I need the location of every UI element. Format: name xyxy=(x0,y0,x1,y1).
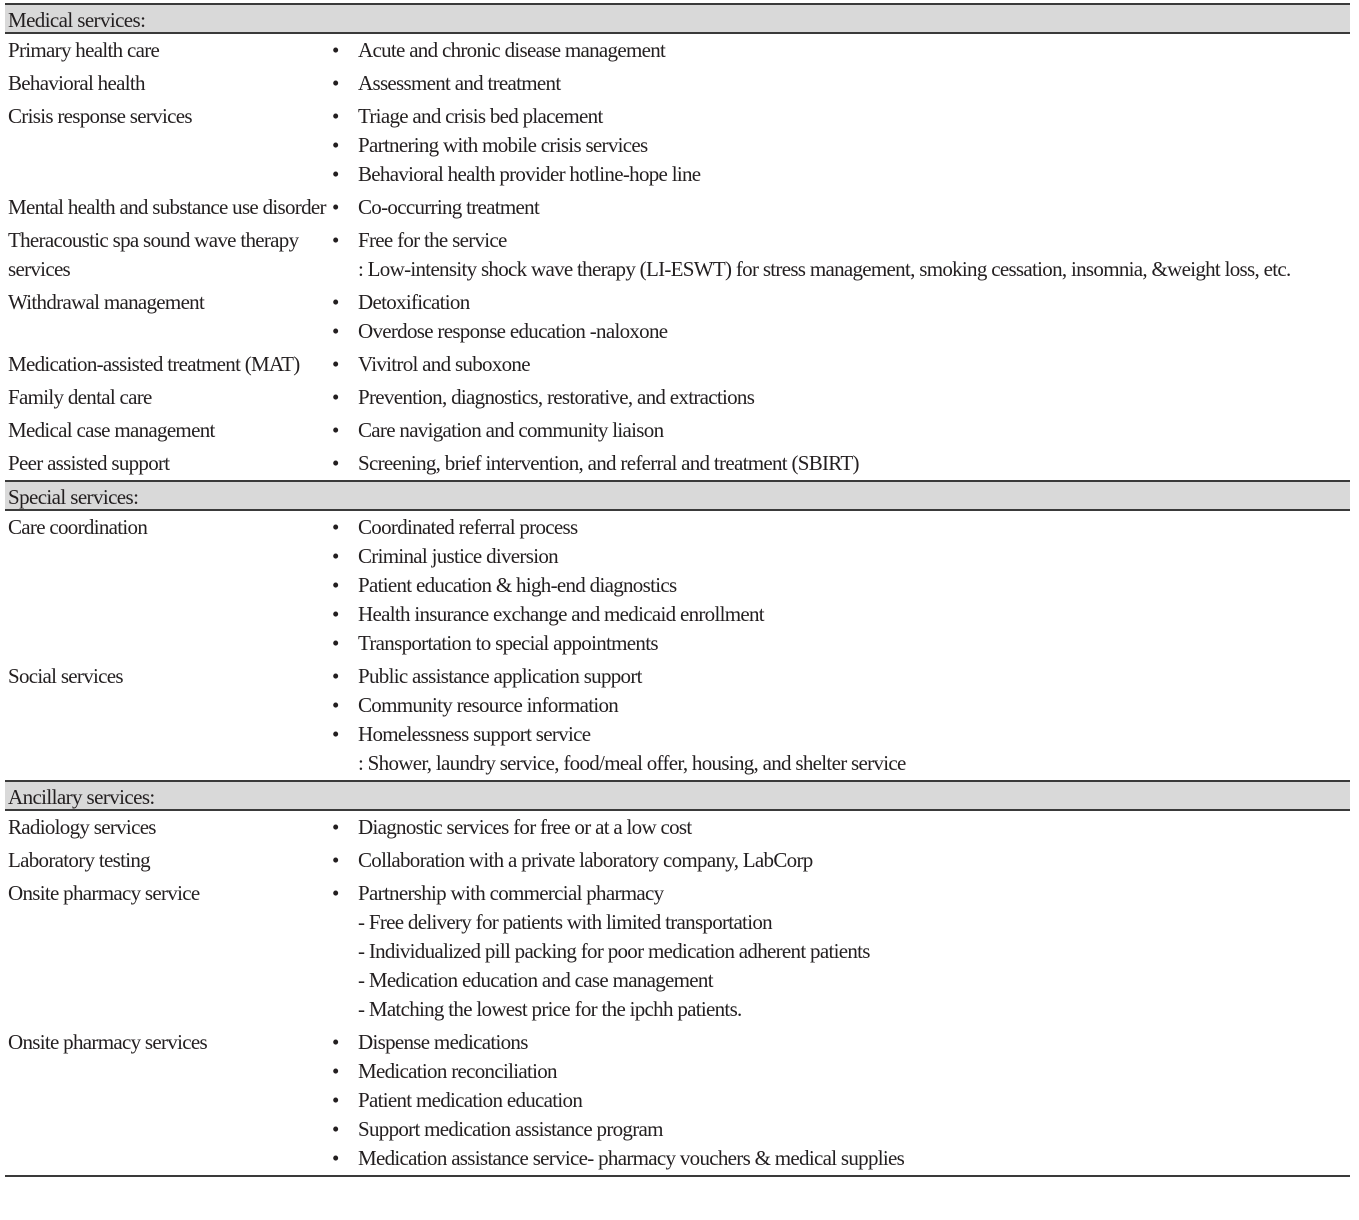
service-item-text: Behavioral health provider hotline-hope line xyxy=(358,162,701,186)
service-item-text: Community resource information xyxy=(358,693,619,717)
bullet-icon: • xyxy=(332,722,339,746)
bullet-icon: • xyxy=(332,162,339,186)
table-row xyxy=(5,877,1350,1026)
service-item-text: Medication assistance service- pharmacy vouchers & medical supplies xyxy=(358,1146,905,1170)
bullet-icon: • xyxy=(332,133,339,157)
service-item-list xyxy=(327,69,1350,98)
list-item xyxy=(327,846,1350,875)
list-item xyxy=(327,69,1350,98)
list-item xyxy=(327,288,1350,317)
bullet-icon: • xyxy=(332,1088,339,1112)
table-row xyxy=(5,34,1350,67)
section-header: Special services: xyxy=(5,480,1350,511)
bullet-icon: • xyxy=(332,664,339,688)
service-item-detail: : Low-intensity shock wave therapy (LI-ESWT) for stress management, smoking cessation, insomnia, &weight loss, etc. xyxy=(358,257,1291,281)
service-item-detail: : Shower, laundry service, food/meal offer, housing, and shelter service xyxy=(358,751,906,775)
table-row xyxy=(5,660,1350,780)
service-category-label: Mental health and substance use disorder xyxy=(8,195,326,219)
bullet-icon: • xyxy=(332,418,339,442)
list-item xyxy=(327,226,1350,255)
service-category-label: Theracoustic spa sound wave therapy services xyxy=(8,228,299,281)
service-item-list xyxy=(327,662,1350,778)
list-item xyxy=(327,102,1350,131)
service-item-list xyxy=(327,193,1350,222)
list-item xyxy=(327,193,1350,222)
service-item-list xyxy=(327,513,1350,658)
bullet-icon: • xyxy=(332,881,339,905)
list-item xyxy=(327,1057,1350,1086)
service-item-text: Detoxification xyxy=(358,290,470,314)
bullet-icon: • xyxy=(332,319,339,343)
bullet-icon: • xyxy=(332,544,339,568)
service-item-text: Assessment and treatment xyxy=(358,71,561,95)
bullet-icon: • xyxy=(332,602,339,626)
service-item-detail: - Free delivery for patients with limited transportation xyxy=(358,910,772,934)
bullet-icon: • xyxy=(332,38,339,62)
list-item xyxy=(327,131,1350,160)
list-item xyxy=(327,571,1350,600)
bullet-icon: • xyxy=(332,352,339,376)
list-item xyxy=(327,720,1350,749)
list-item xyxy=(327,1144,1350,1173)
list-item xyxy=(327,629,1350,658)
service-item-text: Overdose response education -naloxone xyxy=(358,319,668,343)
list-item xyxy=(327,691,1350,720)
service-item-detail: - Individualized pill packing for poor medication adherent patients xyxy=(358,939,870,963)
service-category-label: Primary health care xyxy=(8,38,160,62)
bullet-icon: • xyxy=(332,71,339,95)
bullet-icon: • xyxy=(332,1059,339,1083)
table-row xyxy=(5,381,1350,414)
list-item xyxy=(327,350,1350,379)
table-row xyxy=(5,286,1350,348)
table-row xyxy=(5,811,1350,844)
service-item-text: Partnership with commercial pharmacy xyxy=(358,881,664,905)
table-row xyxy=(5,511,1350,660)
list-item xyxy=(327,1086,1350,1115)
section-header: Ancillary services: xyxy=(5,780,1350,811)
table-row xyxy=(5,191,1350,224)
service-item-text: Public assistance application support xyxy=(358,664,642,688)
service-category-label: Radiology services xyxy=(8,815,156,839)
service-item-text: Dispense medications xyxy=(358,1030,528,1054)
list-item xyxy=(327,36,1350,65)
list-item xyxy=(327,317,1350,346)
bullet-icon: • xyxy=(332,573,339,597)
service-item-text: Patient education & high-end diagnostics xyxy=(358,573,677,597)
service-item-text: Prevention, diagnostics, restorative, and extractions xyxy=(358,385,755,409)
table-row xyxy=(5,348,1350,381)
service-item-text: Transportation to special appointments xyxy=(358,631,658,655)
service-category-label: Behavioral health xyxy=(8,71,145,95)
service-item-text: Partnering with mobile crisis services xyxy=(358,133,648,157)
service-item-list xyxy=(327,846,1350,875)
list-item xyxy=(327,1028,1350,1057)
service-category-label: Peer assisted support xyxy=(8,451,170,475)
bullet-icon: • xyxy=(332,290,339,314)
bullet-icon: • xyxy=(332,1117,339,1141)
bullet-icon: • xyxy=(332,515,339,539)
bullet-icon: • xyxy=(332,451,339,475)
service-item-list xyxy=(327,1028,1350,1173)
list-item xyxy=(327,600,1350,629)
service-category-label: Family dental care xyxy=(8,385,152,409)
bullet-icon: • xyxy=(332,195,339,219)
service-category-label: Onsite pharmacy services xyxy=(8,1030,207,1054)
table-row xyxy=(5,224,1350,286)
service-item-text: Co-occurring treatment xyxy=(358,195,540,219)
service-item-text: Medication reconciliation xyxy=(358,1059,557,1083)
service-item-list xyxy=(327,102,1350,189)
bullet-icon: • xyxy=(332,385,339,409)
service-item-text: Diagnostic services for free or at a low cost xyxy=(358,815,692,839)
bullet-icon: • xyxy=(332,228,339,252)
service-item-list xyxy=(327,226,1350,284)
service-category-label: Care coordination xyxy=(8,515,148,539)
list-item xyxy=(327,1115,1350,1144)
bullet-icon: • xyxy=(332,693,339,717)
service-category-label: Onsite pharmacy service xyxy=(8,881,200,905)
list-item xyxy=(327,449,1350,478)
service-item-list xyxy=(327,813,1350,842)
service-item-text: Collaboration with a private laboratory company, LabCorp xyxy=(358,848,813,872)
service-item-text: Coordinated referral process xyxy=(358,515,578,539)
list-item xyxy=(327,813,1350,842)
service-item-list xyxy=(327,36,1350,65)
service-item-text: Acute and chronic disease management xyxy=(358,38,666,62)
service-item-list xyxy=(327,383,1350,412)
service-item-list xyxy=(327,350,1350,379)
service-category-label: Medical case management xyxy=(8,418,215,442)
bullet-icon: • xyxy=(332,1146,339,1170)
list-item xyxy=(327,160,1350,189)
list-item xyxy=(327,662,1350,691)
service-category-label: Laboratory testing xyxy=(8,848,150,872)
service-category-label: Withdrawal management xyxy=(8,290,205,314)
bullet-icon: • xyxy=(332,104,339,128)
table-row xyxy=(5,447,1350,480)
services-table xyxy=(5,3,1350,1177)
section-header: Medical services: xyxy=(5,3,1350,34)
list-item xyxy=(327,383,1350,412)
service-item-detail: - Medication education and case management xyxy=(358,968,713,992)
table-row xyxy=(5,100,1350,191)
list-item xyxy=(327,542,1350,571)
service-item-text: Criminal justice diversion xyxy=(358,544,558,568)
bullet-icon: • xyxy=(332,631,339,655)
service-item-list xyxy=(327,879,1350,1024)
service-item-text: Homelessness support service xyxy=(358,722,591,746)
table-row xyxy=(5,67,1350,100)
list-item xyxy=(327,416,1350,445)
service-item-detail: - Matching the lowest price for the ipchh patients. xyxy=(358,997,742,1021)
service-item-text: Care navigation and community liaison xyxy=(358,418,664,442)
service-category-label: Medication-assisted treatment (MAT) xyxy=(8,352,300,376)
table-row xyxy=(5,1026,1350,1175)
table-row xyxy=(5,414,1350,447)
list-item xyxy=(327,879,1350,908)
service-item-text: Triage and crisis bed placement xyxy=(358,104,603,128)
service-item-text: Screening, brief intervention, and referral and treatment (SBIRT) xyxy=(358,451,859,475)
list-item xyxy=(327,513,1350,542)
service-item-text: Free for the service xyxy=(358,228,507,252)
service-category-label: Crisis response services xyxy=(8,104,192,128)
service-item-list xyxy=(327,416,1350,445)
bullet-icon: • xyxy=(332,815,339,839)
service-item-text: Health insurance exchange and medicaid enrollment xyxy=(358,602,764,626)
service-item-list xyxy=(327,288,1350,346)
service-item-list xyxy=(327,449,1350,478)
service-item-text: Vivitrol and suboxone xyxy=(358,352,530,376)
bullet-icon: • xyxy=(332,848,339,872)
service-item-text: Support medication assistance program xyxy=(358,1117,663,1141)
bullet-icon: • xyxy=(332,1030,339,1054)
service-category-label: Social services xyxy=(8,664,123,688)
service-item-text: Patient medication education xyxy=(358,1088,583,1112)
table-row xyxy=(5,844,1350,877)
